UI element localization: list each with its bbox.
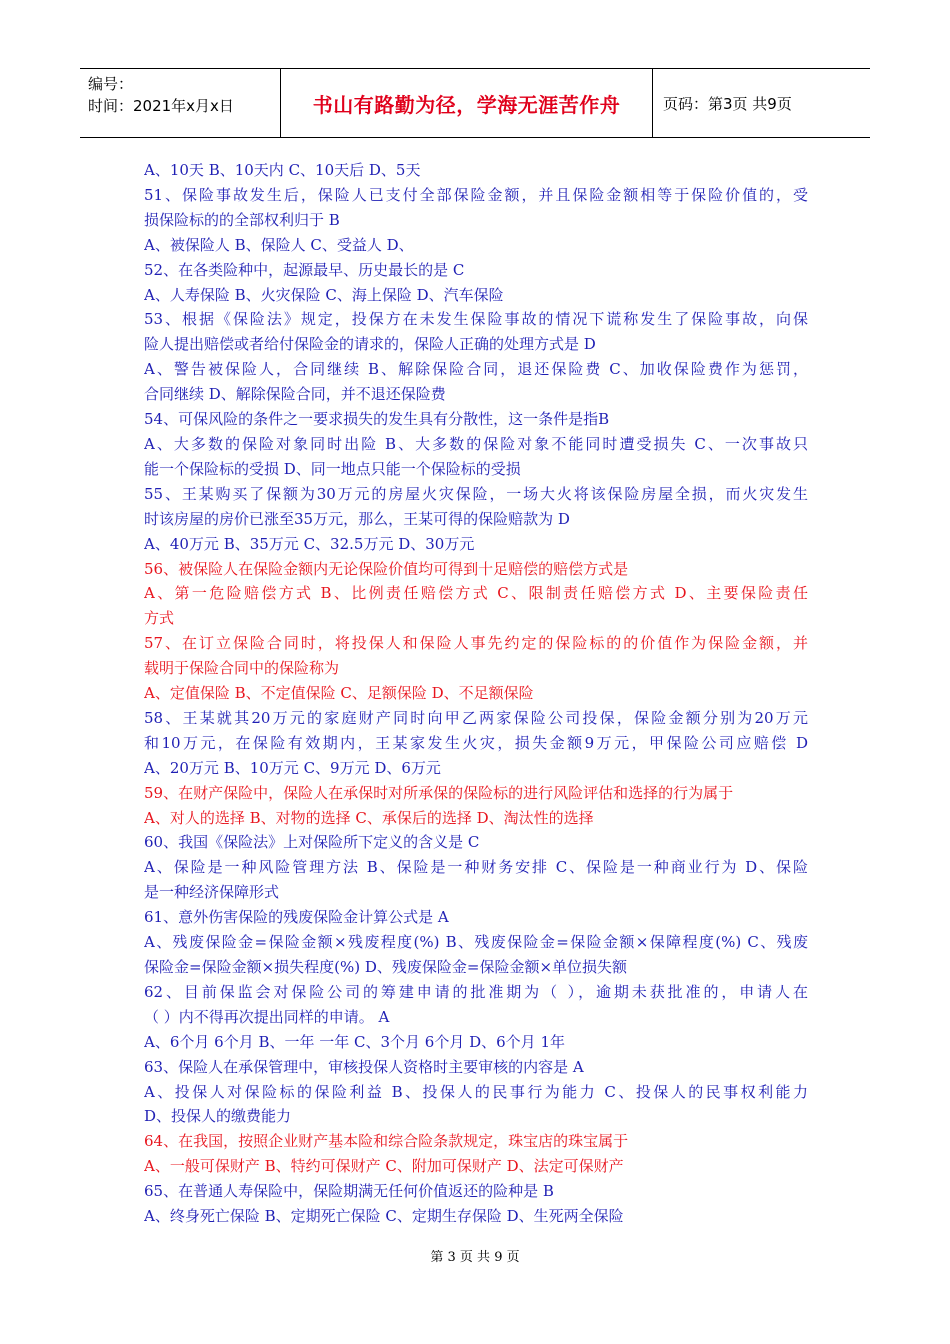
- text-line: 61、意外伤害保险的残废保险金计算公式是 A: [144, 908, 449, 927]
- text-line: A、定值保险 B、不定值保险 C、足额保险 D、不足额保险: [144, 684, 534, 703]
- serial-number-label: 编号：: [88, 75, 134, 93]
- text-line: A、40万元 B、35万元 C、32.5万元 D、30万元: [144, 534, 475, 553]
- text-line: 和10万元，在保险有效期内，王某家发生火灾，损失金额9万元，甲保险公司应赔偿 D: [144, 733, 808, 752]
- text-line: （ ）内不得再次提出同样的申请。 A: [144, 1007, 390, 1026]
- text-line: 合同继续 D、解除保险合同，并不退还保险费: [144, 385, 446, 404]
- text-line: 保险金=保险金额×损失程度(%) D、残废保险金=保险金额×单位损失额: [144, 958, 628, 976]
- text-line: A、6个月 6个月 B、一年 一年 C、3个月 6个月 D、6个月 1年: [144, 1032, 565, 1051]
- text-line: A、人寿保险 B、火灾保险 C、海上保险 D、汽车保险: [144, 285, 504, 304]
- text-line: 60、我国《保险法》上对保险所下定义的含义是 C: [144, 833, 480, 852]
- page-header: [80, 68, 870, 138]
- text-line: 64、在我国，按照企业财产基本险和综合险条款规定，珠宝店的珠宝属于: [144, 1132, 629, 1151]
- text-line: 能一个保险标的受损 D、同一地点只能一个保险标的受损: [144, 459, 521, 478]
- text-line: 损保险标的的全部权利归于 B: [144, 210, 340, 229]
- text-line: 59、在财产保险中，保险人在承保时对所承保的保险标的进行风险评估和选择的行为属于: [144, 783, 734, 802]
- text-line: A、第一危险赔偿方式 B、比例责任赔偿方式 C、限制责任赔偿方式 D、主要保险责任: [144, 584, 808, 603]
- text-line: A、警告被保险人，合同继续 B、解除保险合同，退还保险费 C、加收保险费作为惩罚，: [144, 360, 808, 379]
- text-line: 53、根据《保险法》规定，投保方在未发生保险事故的情况下谎称发生了保险事故，向保: [144, 310, 808, 329]
- text-line: 52、在各类险种中，起源最早、历史最长的是 C: [144, 260, 465, 279]
- header-meta: [80, 69, 281, 137]
- page-footer: 第 3 页 共 9 页: [430, 1250, 520, 1265]
- text-line: A、20万元 B、10万元 C、9万元 D、6万元: [144, 758, 441, 777]
- text-line: 58、王某就其20万元的家庭财产同时向甲乙两家保险公司投保，保险金额分别为20万元: [144, 708, 808, 727]
- text-line: 57、在订立保险合同时，将投保人和保险人事先约定的保险标的的价值作为保险金额，并: [144, 634, 808, 653]
- text-line: 65、在普通人寿保险中，保险期满无任何价值返还的险种是 B: [144, 1182, 554, 1201]
- text-line: 56、被保险人在保险金额内无论保险价值均可得到十足赔偿的赔偿方式是: [144, 559, 629, 578]
- text-line: A、终身死亡保险 B、定期死亡保险 C、定期生存保险 D、生死两全保险: [144, 1207, 624, 1226]
- text-line: 63、保险人在承保管理中，审核投保人资格时主要审核的内容是 A: [144, 1057, 584, 1076]
- text-line: 62、目前保监会对保险公司的筹建申请的批准期为（ ），逾期未获批准的，申请人在: [144, 982, 808, 1001]
- text-line: 是一种经济保障形式: [144, 883, 280, 902]
- text-line: D、投保人的缴费能力: [144, 1107, 292, 1126]
- text-line: A、一般可保财产 B、特约可保财产 C、附加可保财产 D、法定可保财产: [144, 1157, 624, 1176]
- text-line: 51、保险事故发生后，保险人已支付全部保险金额，并且保险金额相等于保险价值的，受: [144, 185, 808, 204]
- text-line: A、大多数的保险对象同时出险 B、大多数的保险对象不能同时遭受损失 C、一次事故只: [144, 434, 808, 453]
- text-line: A、被保险人 B、保险人 C、受益人 D、: [144, 235, 414, 254]
- text-line: A、对人的选择 B、对物的选择 C、承保后的选择 D、淘汰性的选择: [144, 808, 594, 827]
- text-line: 险人提出赔偿或者给付保险金的请求的，保险人正确的处理方式是 D: [144, 335, 596, 354]
- date-label: 时间：2021年x月x日: [88, 97, 234, 115]
- page-number-label: 页码：第3页 共9页: [663, 94, 792, 113]
- text-line: A、残废保险金=保险金额×残废程度(%) B、残废保险金=保险金额×保障程度(%) C、残废: [144, 933, 808, 952]
- header-motto: 书山有路勤为径，学海无涯苦作舟: [281, 69, 653, 137]
- text-line: 54、可保风险的条件之一要求损失的发生具有分散性，这一条件是指B: [144, 410, 610, 429]
- question-list: [144, 158, 808, 1229]
- text-line: 载明于保险合同中的保险称为: [144, 659, 340, 678]
- text-line: 时该房屋的房价已涨至35万元，那么，王某可得的保险赔款为 D: [144, 509, 570, 528]
- text-line: 方式: [144, 609, 175, 628]
- text-line: A、投保人对保险标的保险利益 B、投保人的民事行为能力 C、投保人的民事权利能力: [144, 1082, 808, 1101]
- text-line: A、保险是一种风险管理方法 B、保险是一种财务安排 C、保险是一种商业行为 D、保险: [144, 858, 808, 877]
- text-line: 55、王某购买了保额为30万元的房屋火灾保险，一场大火将该保险房屋全损，而火灾发生: [144, 484, 808, 503]
- text-line: A、10天 B、10天内 C、10天后 D、5天: [144, 161, 421, 179]
